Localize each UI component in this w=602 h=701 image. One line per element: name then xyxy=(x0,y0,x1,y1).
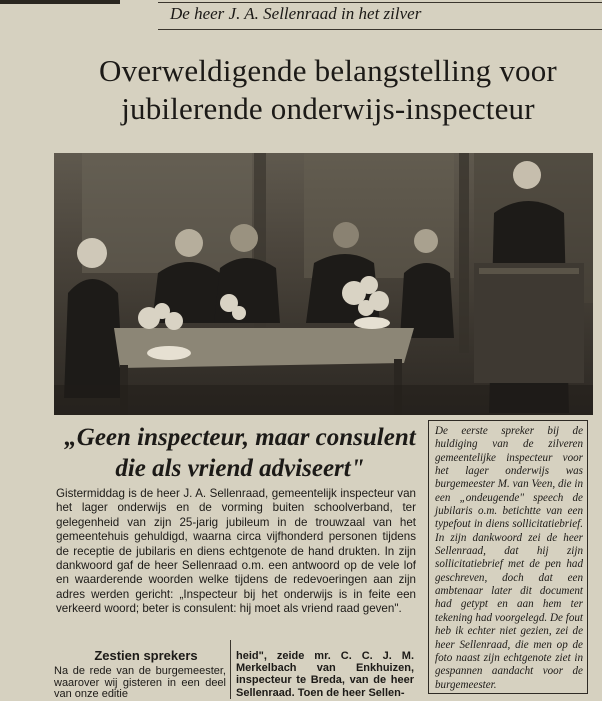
subheadline-line-2: die als vriend adviseert" xyxy=(115,455,365,482)
column-1-text: Na de rede van de burgemeester, waarover wij gisteren in een deel van onze editie xyxy=(54,665,226,700)
headline-line-1: Overweldigende belangstelling voor xyxy=(99,53,557,88)
subheadline-line-1: „Geen inspecteur, maar consulent xyxy=(64,424,416,451)
lead-paragraph: Gistermiddag is de heer J. A. Sellenraad, gemeentelijk inspecteur van het lager onderwijs en de vorming buiten schoolverband, ter gelegenheid van zijn 25-jarig jubileum in de trouwzaal van het gemeentehuis gehuldigd, waarna circa vijfhonderd personen tijdens de receptie de jubilaris en diens echtgenote de hand drukten. In zijn dankwoord gaf de heer Sellenraad o.m. een antwoord op de vele lof en waarderende woorden welke tijdens de redevoeringen aan zijn adres werden gericht: „Inspecteur bij het onderwijs is in feite een verkeerd woord; beter is consulent: hij moet als vriend raad geven". xyxy=(56,487,416,616)
headline xyxy=(58,52,598,128)
column-2-text: heid", zeide mr. C. C. J. M. Merkelbach van Enkhuizen, inspecteur te Breda, van de heer Sellenraad. Toen de heer Sellen- xyxy=(236,650,414,699)
section-heading: Zestien sprekers xyxy=(94,648,198,663)
news-photo xyxy=(54,153,593,415)
subheadline xyxy=(54,422,426,484)
headline-line-2: jubilerende onderwijs-inspecteur xyxy=(121,91,535,126)
kicker-rule-bottom xyxy=(158,29,602,30)
kicker: De heer J. A. Sellenraad in het zilver xyxy=(170,4,422,23)
column-divider xyxy=(230,640,231,699)
photo-illustration xyxy=(54,153,593,415)
photo-caption-box: De eerste spreker bij de huldiging van de zilveren gemeentelijke inspecteur voor het lager onderwijs was burgemeester M. van Veen, die in een „ondeugende" speech de jubilaris o.m. betichtte van een typefout in diens sollicitatiebrief. In zijn dankwoord zei de heer Sellenraad, dat hij zijn sollicitatiebrief met de pen had geschreven, doch dat een ambtenaar later dit document had getypt en aan hem ter tekening had voorgelegd. De fout heb ik echter niet gezien, zei de heer Sellenraad, die men op de foto naast zijn echtgenote ziet in gespannen aandacht voor de burgemeester. xyxy=(428,420,588,694)
masthead-bar xyxy=(0,0,120,4)
